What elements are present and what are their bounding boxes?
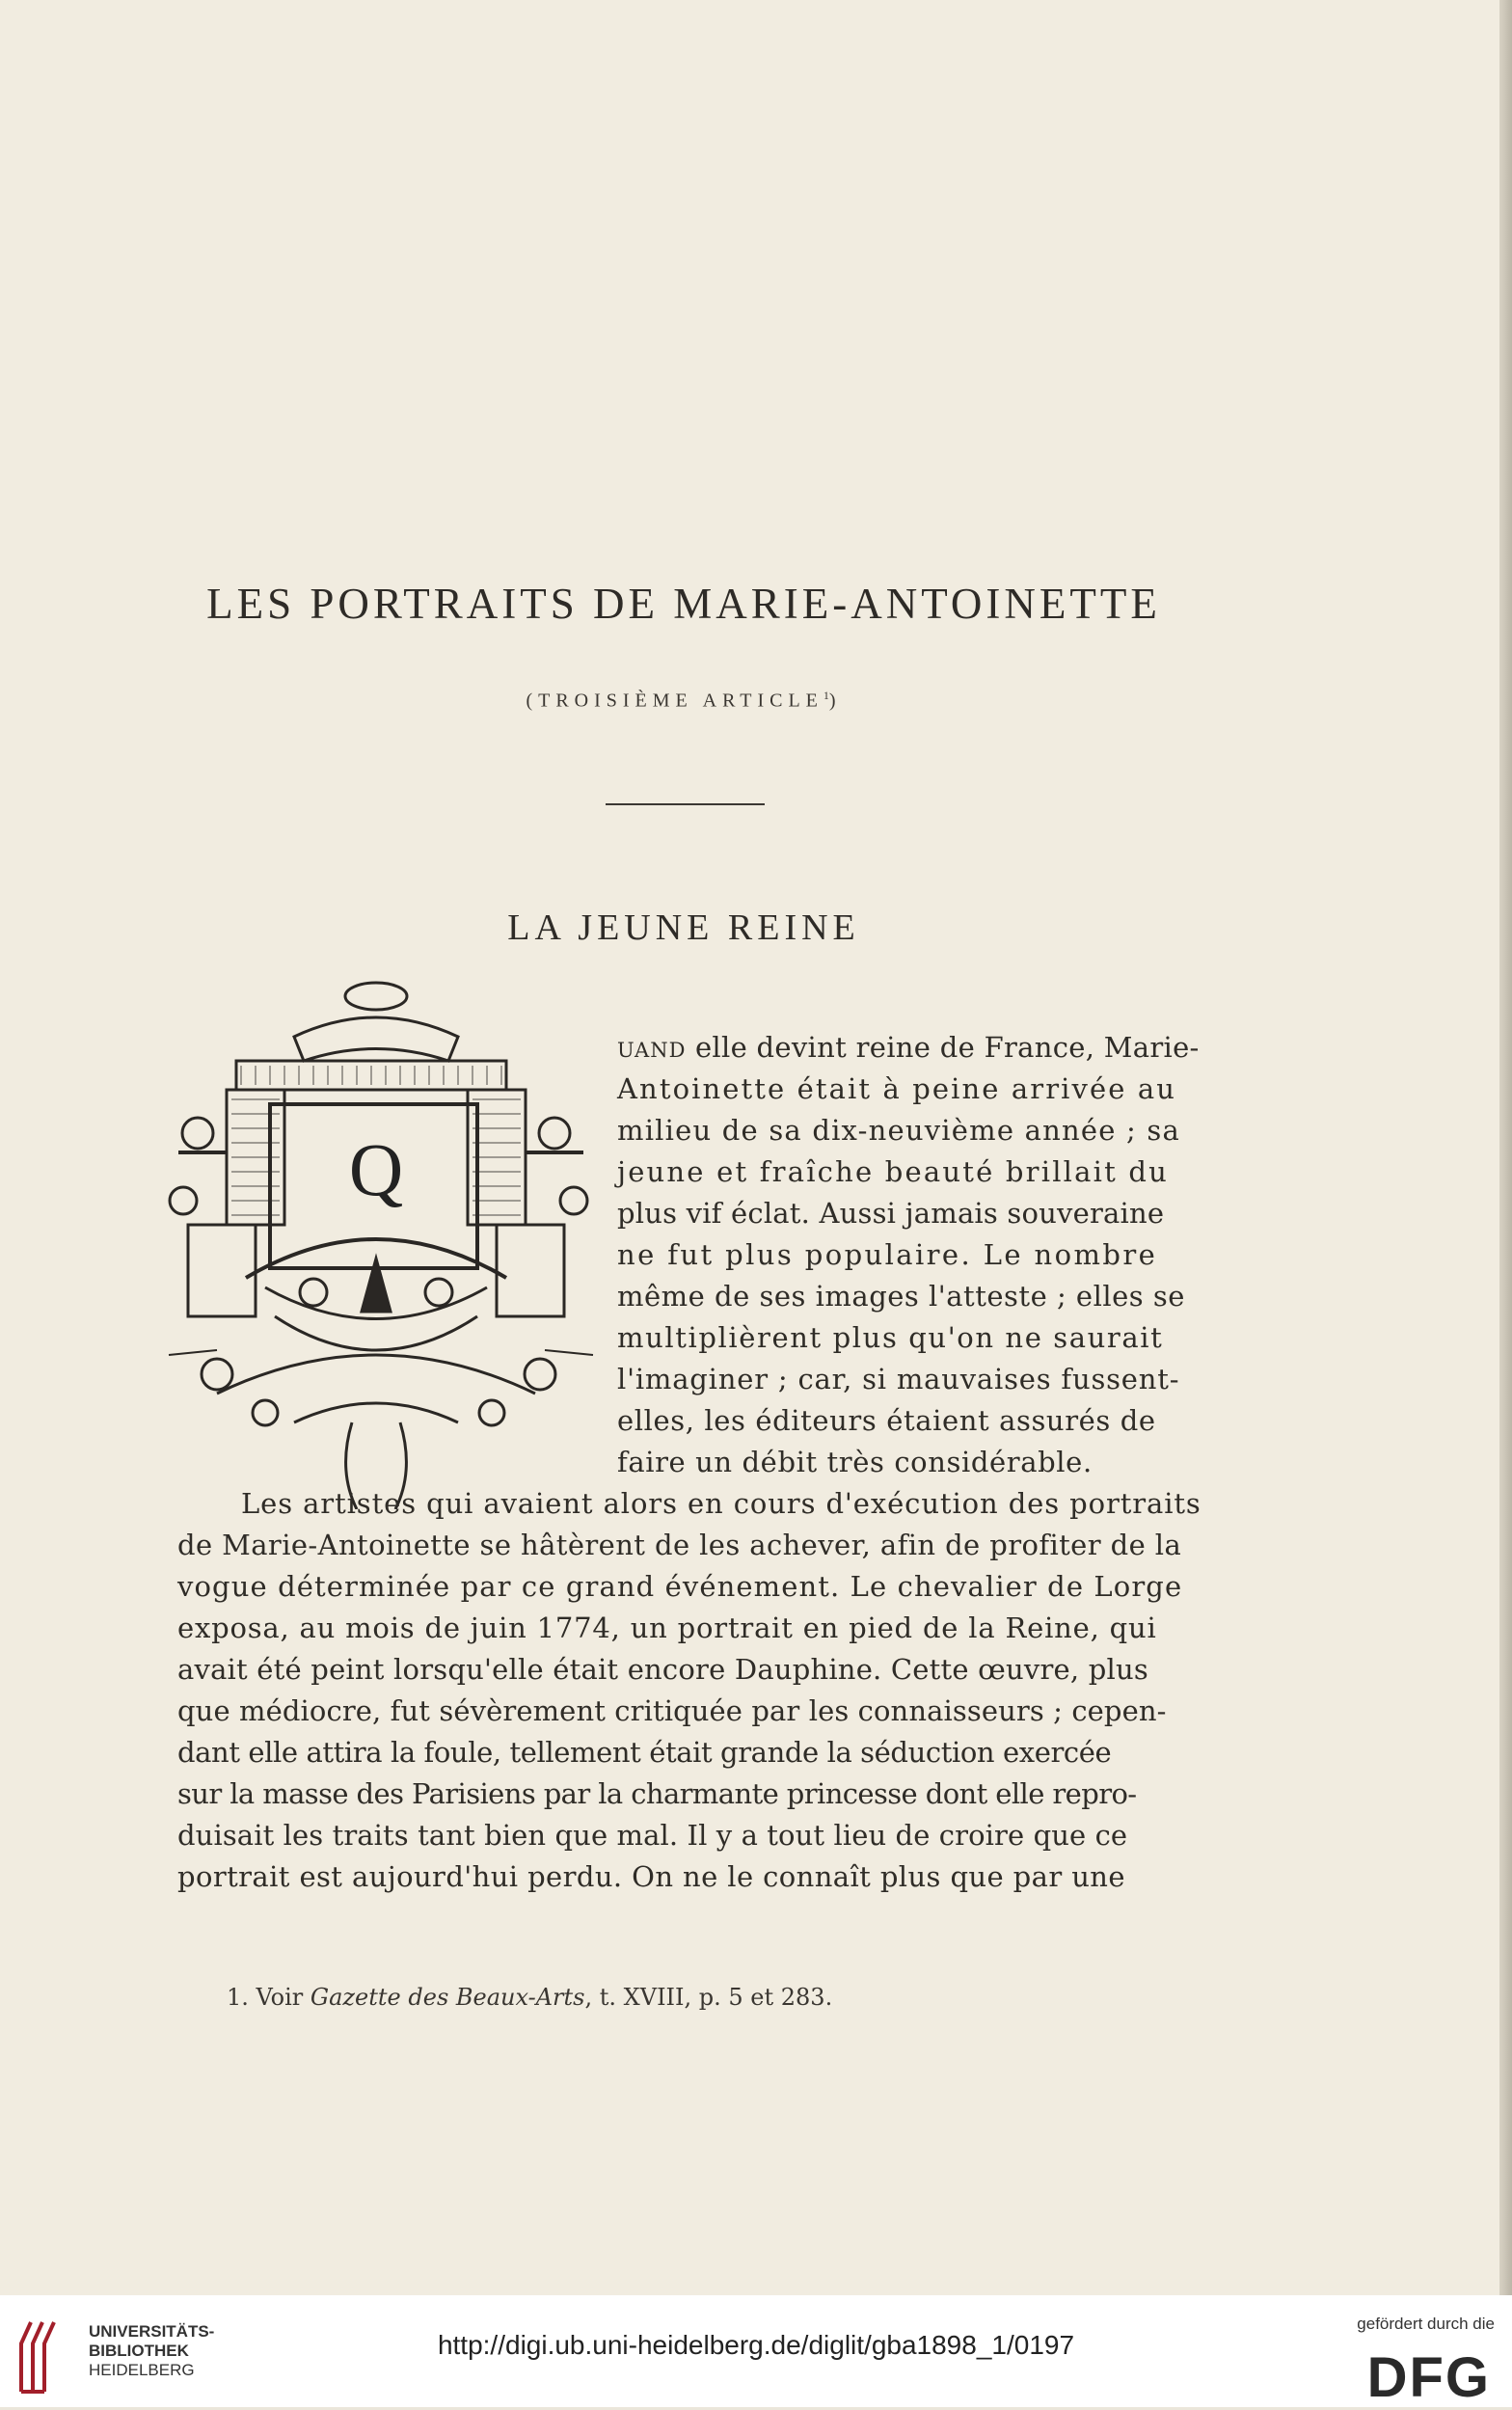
text-line: Les artistes qui avaient alors en cours d'exécution des portraits <box>241 1487 1202 1520</box>
text-line: vogue déterminée par ce grand événement. Le chevalier de Lorge <box>177 1570 1183 1603</box>
text-line: sur la masse des Parisiens par la charmante princesse dont elle repro- <box>177 1777 1137 1810</box>
footnote: 1. Voir Gazette des Beaux-Arts, t. XVIII, p. 5 et 283. <box>227 1984 833 2011</box>
text-line: ne fut plus populaire. Le nombre <box>617 1238 1158 1271</box>
text-line: que médiocre, fut sévèrement critiquée par les connaisseurs ; cepen- <box>177 1694 1167 1727</box>
text-line: portrait est aujourd'hui perdu. On ne le connaît plus que par une <box>177 1860 1125 1893</box>
ornamental-initial-frame <box>159 969 603 1509</box>
text-line: multiplièrent plus qu'on ne saurait <box>617 1321 1164 1354</box>
text-line: exposa, au mois de juin 1774, un portrait en pied de la Reine, qui <box>177 1611 1157 1644</box>
article-title: LES PORTRAITS DE MARIE-ANTOINETTE <box>206 580 1161 628</box>
article-subtitle: (TROISIÈME ARTICLE$^1$) <box>526 689 842 712</box>
text-line: duisait les traits tant bien que mal. Il y a tout lieu de croire que ce <box>177 1819 1128 1852</box>
text-line: elles, les éditeurs étaient assurés de <box>617 1404 1156 1437</box>
text-line: même de ses images l'atteste ; elles se <box>617 1280 1185 1313</box>
text-line: faire un débit très considérable. <box>617 1446 1093 1478</box>
text-line: plus vif éclat. Aussi jamais souveraine <box>617 1197 1165 1230</box>
digital-source-link[interactable]: http://digi.ub.uni-heidelberg.de/diglit/gba1898_1/0197 <box>437 2330 1075 2360</box>
dfg-logo: DFG <box>1366 2346 1491 2409</box>
text-line: dant elle attira la foule, tellement était grande la séduction exercée <box>177 1736 1112 1769</box>
drop-cap-letter: Q <box>348 1127 404 1211</box>
footnote-marker: 1 <box>823 689 829 702</box>
funding-note: gefördert durch die <box>1357 2315 1495 2333</box>
text-line: jeune et fraîche beauté brillait du <box>617 1155 1170 1188</box>
text-line: avait été peint lorsqu'elle était encore Dauphine. Cette œuvre, plus <box>177 1653 1148 1686</box>
library-name: UNIVERSITÄTS- BIBLIOTHEK HEIDELBERG <box>89 2322 215 2379</box>
text-line: milieu de sa dix-neuvième année ; sa <box>617 1114 1180 1147</box>
title-divider <box>606 803 765 805</box>
page-edge <box>1499 0 1512 2295</box>
text-line: de Marie-Antoinette se hâtèrent de les achever, afin de profiter de la <box>177 1529 1182 1561</box>
text-line: Antoinette était à peine arrivée au <box>617 1072 1177 1105</box>
text-line: UAND elle devint reine de France, Marie- <box>617 1031 1200 1064</box>
text-line: l'imaginer ; car, si mauvaises fussent- <box>617 1363 1180 1395</box>
section-heading: LA JEUNE REINE <box>507 907 860 948</box>
